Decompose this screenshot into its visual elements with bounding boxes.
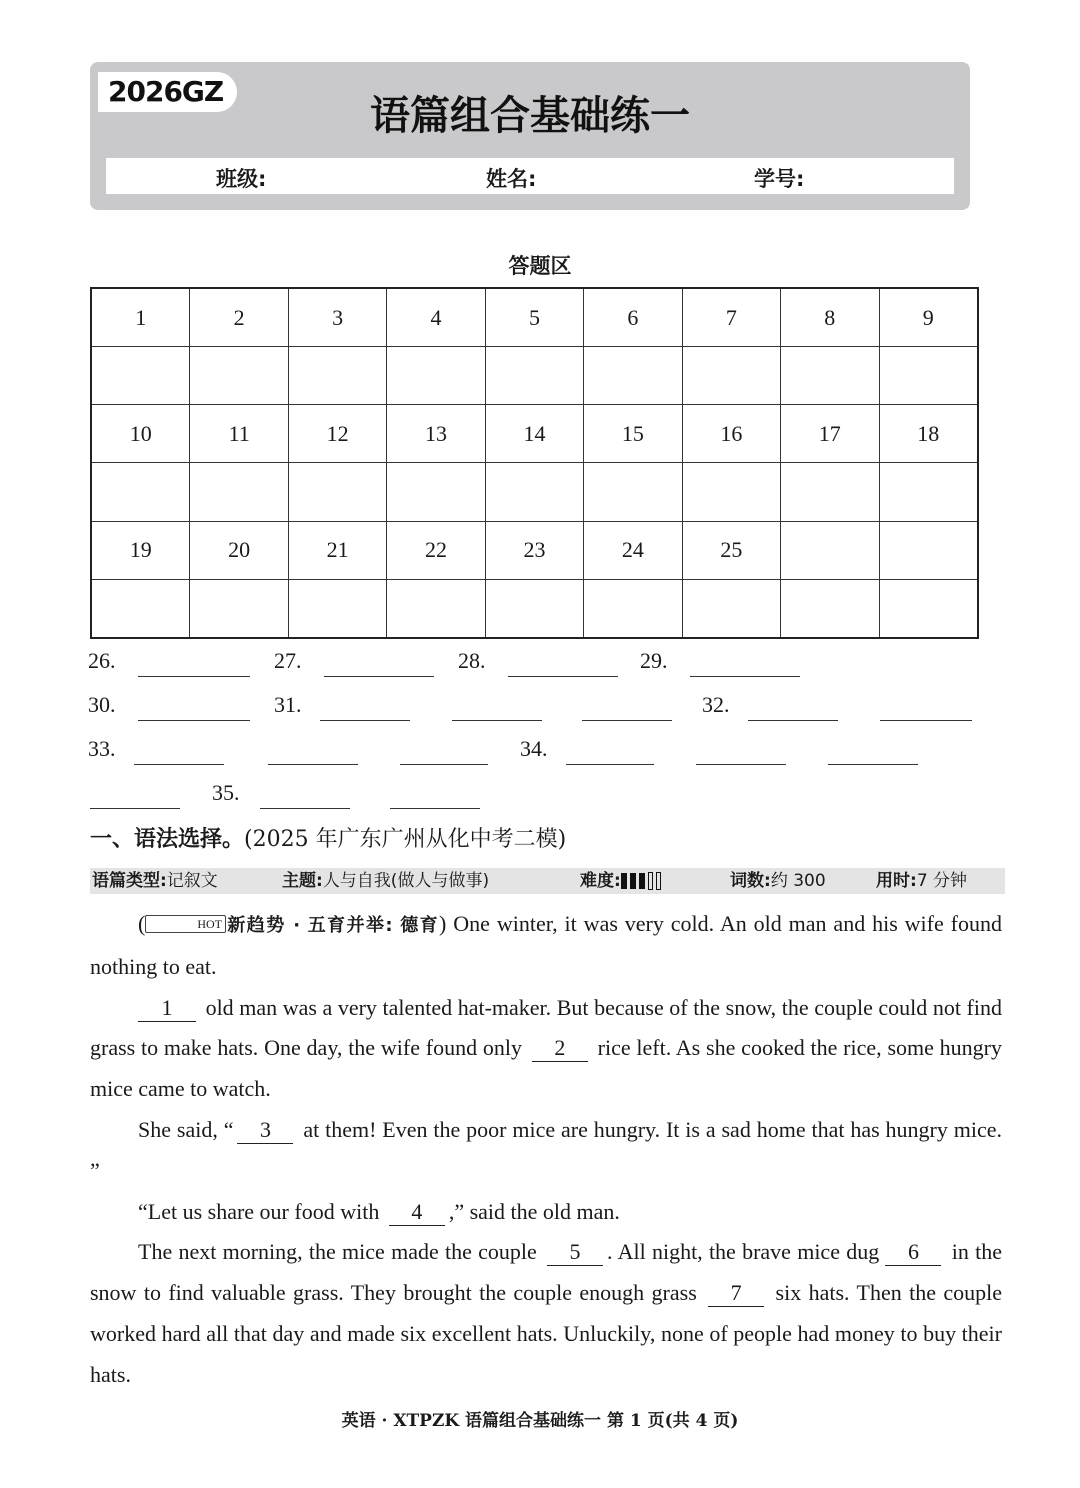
question-number-cell: 1 (91, 288, 190, 347)
answer-blank[interactable] (324, 676, 434, 677)
section-source: (2025 年广东广州从化中考二模) (244, 827, 567, 852)
question-number-cell: 4 (387, 288, 485, 347)
answer-blank[interactable] (696, 764, 786, 765)
answer-cell[interactable] (584, 463, 682, 521)
answer-blank[interactable] (828, 764, 918, 765)
question-number-cell: 21 (288, 521, 386, 579)
answer-blank[interactable] (508, 676, 618, 677)
blank-number: 34. (520, 736, 548, 761)
question-number-cell: 19 (91, 521, 190, 579)
difficulty-rating-icon (621, 868, 664, 894)
answer-area-label: 答题区 (508, 254, 572, 278)
answer-row (91, 463, 978, 521)
student-info-bar (106, 158, 954, 194)
question-number-cell: 15 (584, 405, 682, 463)
page-footer: 英语 · XTPZK 语篇组合基础练一 第 1 页(共 4 页) (341, 1411, 739, 1431)
word-count-label: 词数: (730, 871, 771, 891)
answer-cell[interactable] (682, 463, 780, 521)
paragraph: 1 old man was a very talented hat-maker. But because of the snow, the couple could not find grass to make hats. One day, the wife found only 2 rice left. As she cooked the rice, some hungry mice came to watch. (90, 994, 1003, 1102)
type-value: 记叙文 (166, 871, 218, 891)
question-number-row (91, 405, 978, 463)
gap-blank[interactable]: 1 (138, 995, 196, 1022)
paragraph: She said, “ 3 at them! Even the poor mice are hungry. It is a sad home that has hungry mice. ” (90, 1116, 1002, 1183)
answer-row (91, 347, 978, 405)
answer-cell[interactable] (91, 463, 190, 521)
answer-cell[interactable] (485, 347, 583, 405)
answer-cell[interactable] (91, 579, 190, 638)
answer-cell[interactable] (288, 347, 386, 405)
question-number-cell: 13 (387, 405, 485, 463)
question-number-cell: 10 (91, 405, 190, 463)
answer-blank[interactable] (566, 764, 654, 765)
answer-cell[interactable] (879, 463, 978, 521)
year-badge: 2026GZ (98, 72, 237, 112)
answer-cell[interactable] (190, 579, 288, 638)
answer-cell[interactable] (190, 347, 288, 405)
reading-passage (90, 904, 1002, 1396)
blank-number: 31. (274, 692, 302, 717)
answer-cell[interactable] (387, 347, 485, 405)
question-number-cell (879, 521, 978, 579)
blank-number: 29. (640, 648, 668, 673)
answer-cell[interactable] (781, 579, 879, 638)
paragraph: The next morning, the mice made the couple 5 . All night, the brave mice dug 6 in the snow to find valuable grass. They brought the couple enough grass 7 six hats. Then the couple worked hard all that day and made six excellent hats. Unluckily, none of people had money to buy their hats. (90, 1239, 1003, 1387)
answer-blank[interactable] (452, 720, 542, 721)
gap-blank[interactable]: 2 (532, 1035, 588, 1062)
student-id-field-label: 学号: (754, 167, 805, 191)
question-number-cell: 18 (879, 405, 978, 463)
difficulty-label: 难度: (580, 871, 621, 891)
answer-cell[interactable] (190, 463, 288, 521)
gap-blank[interactable]: 4 (389, 1199, 445, 1226)
paragraph: “Let us share our food with 4 ,” said the old man. (138, 1198, 620, 1224)
gap-blank[interactable]: 7 (708, 1280, 764, 1307)
answer-blank[interactable] (138, 676, 250, 677)
name-field-label: 姓名: (486, 167, 537, 191)
question-number-row (91, 288, 978, 347)
question-number-cell: 9 (879, 288, 978, 347)
question-number-cell: 22 (387, 521, 485, 579)
class-field-label: 班级: (216, 167, 267, 191)
answer-blank[interactable] (390, 808, 480, 809)
blank-number: 30. (88, 692, 116, 717)
section-heading-title: 一、语法选择。 (90, 827, 245, 852)
question-number-cell (781, 521, 879, 579)
answer-blank[interactable] (690, 676, 800, 677)
answer-blank[interactable] (90, 808, 180, 809)
answer-cell[interactable] (387, 463, 485, 521)
passage-meta-bar (90, 868, 1005, 894)
answer-cell[interactable] (288, 579, 386, 638)
answer-blank[interactable] (880, 720, 972, 721)
question-number-cell: 14 (485, 405, 583, 463)
section-heading (90, 822, 566, 853)
answer-cell[interactable] (682, 579, 780, 638)
answer-cell[interactable] (584, 347, 682, 405)
time-label: 用时: (876, 871, 917, 891)
answer-blank[interactable] (138, 720, 250, 721)
theme-value: 人与自我(做人与做事) (322, 871, 490, 891)
answer-cell[interactable] (91, 347, 190, 405)
answer-cell[interactable] (781, 347, 879, 405)
answer-cell[interactable] (387, 579, 485, 638)
question-number-cell: 12 (288, 405, 386, 463)
question-number-cell: 11 (190, 405, 288, 463)
answer-cell[interactable] (879, 579, 978, 638)
answer-grid (90, 287, 979, 639)
question-number-row (91, 521, 978, 579)
topic-tag: 新趋势 · 五育并举: 德育 (226, 915, 440, 936)
hot-icon: HOT (145, 915, 226, 933)
question-number-cell: 5 (485, 288, 583, 347)
answer-cell[interactable] (485, 463, 583, 521)
answer-blank[interactable] (268, 764, 358, 765)
blank-number: 32. (702, 692, 730, 717)
answer-cell[interactable] (584, 579, 682, 638)
blank-number: 27. (274, 648, 302, 673)
gap-blank[interactable]: 5 (547, 1239, 603, 1266)
answer-blank[interactable] (260, 808, 350, 809)
answer-blank[interactable] (748, 720, 838, 721)
theme-label: 主题: (282, 871, 323, 891)
gap-blank[interactable]: 3 (237, 1117, 293, 1144)
type-label: 语篇类型: (92, 871, 167, 891)
question-number-cell: 25 (682, 521, 780, 579)
answer-row (91, 579, 978, 638)
answer-cell[interactable] (781, 463, 879, 521)
question-number-cell: 20 (190, 521, 288, 579)
time-value: 7 分钟 (916, 871, 968, 891)
question-number-cell: 8 (781, 288, 879, 347)
answer-blank[interactable] (134, 764, 224, 765)
question-number-cell: 3 (288, 288, 386, 347)
question-number-cell: 23 (485, 521, 583, 579)
answer-cell[interactable] (288, 463, 386, 521)
answer-blank[interactable] (320, 720, 410, 721)
word-count-value: 约 300 (770, 871, 826, 891)
question-number-cell: 17 (781, 405, 879, 463)
question-number-cell: 24 (584, 521, 682, 579)
answer-cell[interactable] (485, 579, 583, 638)
blank-number: 35. (212, 780, 240, 805)
answer-blank[interactable] (400, 764, 488, 765)
blank-number: 28. (458, 648, 486, 673)
header-banner (90, 62, 970, 210)
answer-cell[interactable] (879, 347, 978, 405)
blank-number: 26. (88, 648, 116, 673)
answer-cell[interactable] (682, 347, 780, 405)
blank-number: 33. (88, 736, 116, 761)
question-number-cell: 7 (682, 288, 780, 347)
page-title: 语篇组合基础练一 (370, 92, 690, 139)
question-number-cell: 6 (584, 288, 682, 347)
question-number-cell: 2 (190, 288, 288, 347)
gap-blank[interactable]: 6 (885, 1239, 941, 1266)
answer-blank[interactable] (582, 720, 672, 721)
paragraph: ( HOT 新趋势 · 五育并举: 德育) One winter, it was very cold. An old man and his wife found nothing to eat. (90, 911, 1002, 979)
question-number-cell: 16 (682, 405, 780, 463)
